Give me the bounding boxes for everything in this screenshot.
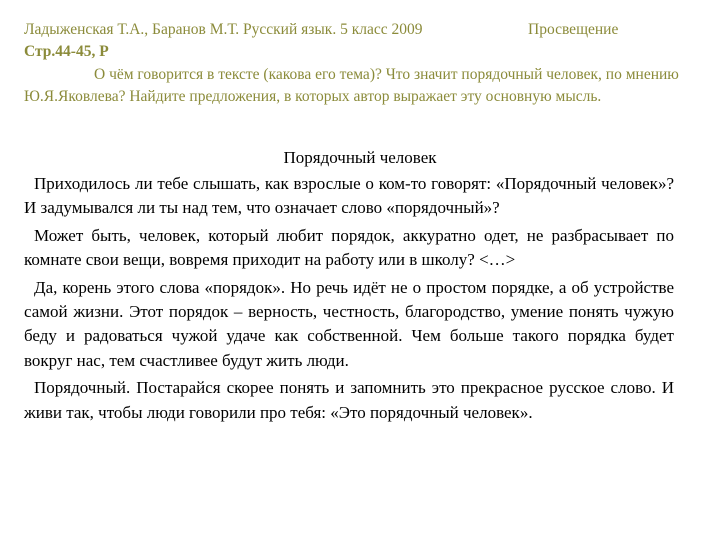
paragraph-4: Порядочный. Постарайся скорее понять и запомнить это прекрасное русское слово. И живи так, чтобы люди говорили про тебя: «Это порядочный человек». bbox=[24, 378, 674, 422]
paragraph-1: Приходилось ли тебе слышать, как взрослые о ком-то говорят: «Порядочный человек»? И задумывался ли ты над тем, что означает слово «порядочный»? bbox=[24, 174, 674, 218]
paragraph-2: Может быть, человек, который любит порядок, аккуратно одет, не разбрасывает по комнате свои вещи, вовремя приходит на работу или в школу? <…> bbox=[24, 225, 674, 270]
textbook-source: Ладыженская Т.А., Баранов М.Т. Русский язык. 5 класс 2009 bbox=[24, 21, 423, 38]
assignment-header bbox=[24, 20, 704, 108]
task-question: О чём говорится в тексте (какова его тема)? Что значит порядочный человек, по мнению Ю.Я.Яковлева? Найдите предложения, в которых автор выражает эту основную мысль. bbox=[24, 66, 679, 105]
text-title-label: Порядочный человек bbox=[283, 148, 437, 167]
text-body bbox=[24, 172, 674, 428]
page-reference: Стр.44-45, Р bbox=[24, 43, 109, 60]
paragraph-3: Да, корень этого слова «порядок». Но речь идёт не о простом порядке, а об устройстве самой жизни. Этот порядок – верность, честность, благородство, умение понять чужую беду и радоваться чужой удаче как собственной. Чем больше такого порядка будет вокруг нас, тем счастливее будут жить люди. bbox=[24, 277, 674, 370]
text-title bbox=[0, 146, 720, 170]
publisher-name: Просвещение bbox=[528, 21, 619, 38]
header-source-line bbox=[24, 20, 704, 42]
